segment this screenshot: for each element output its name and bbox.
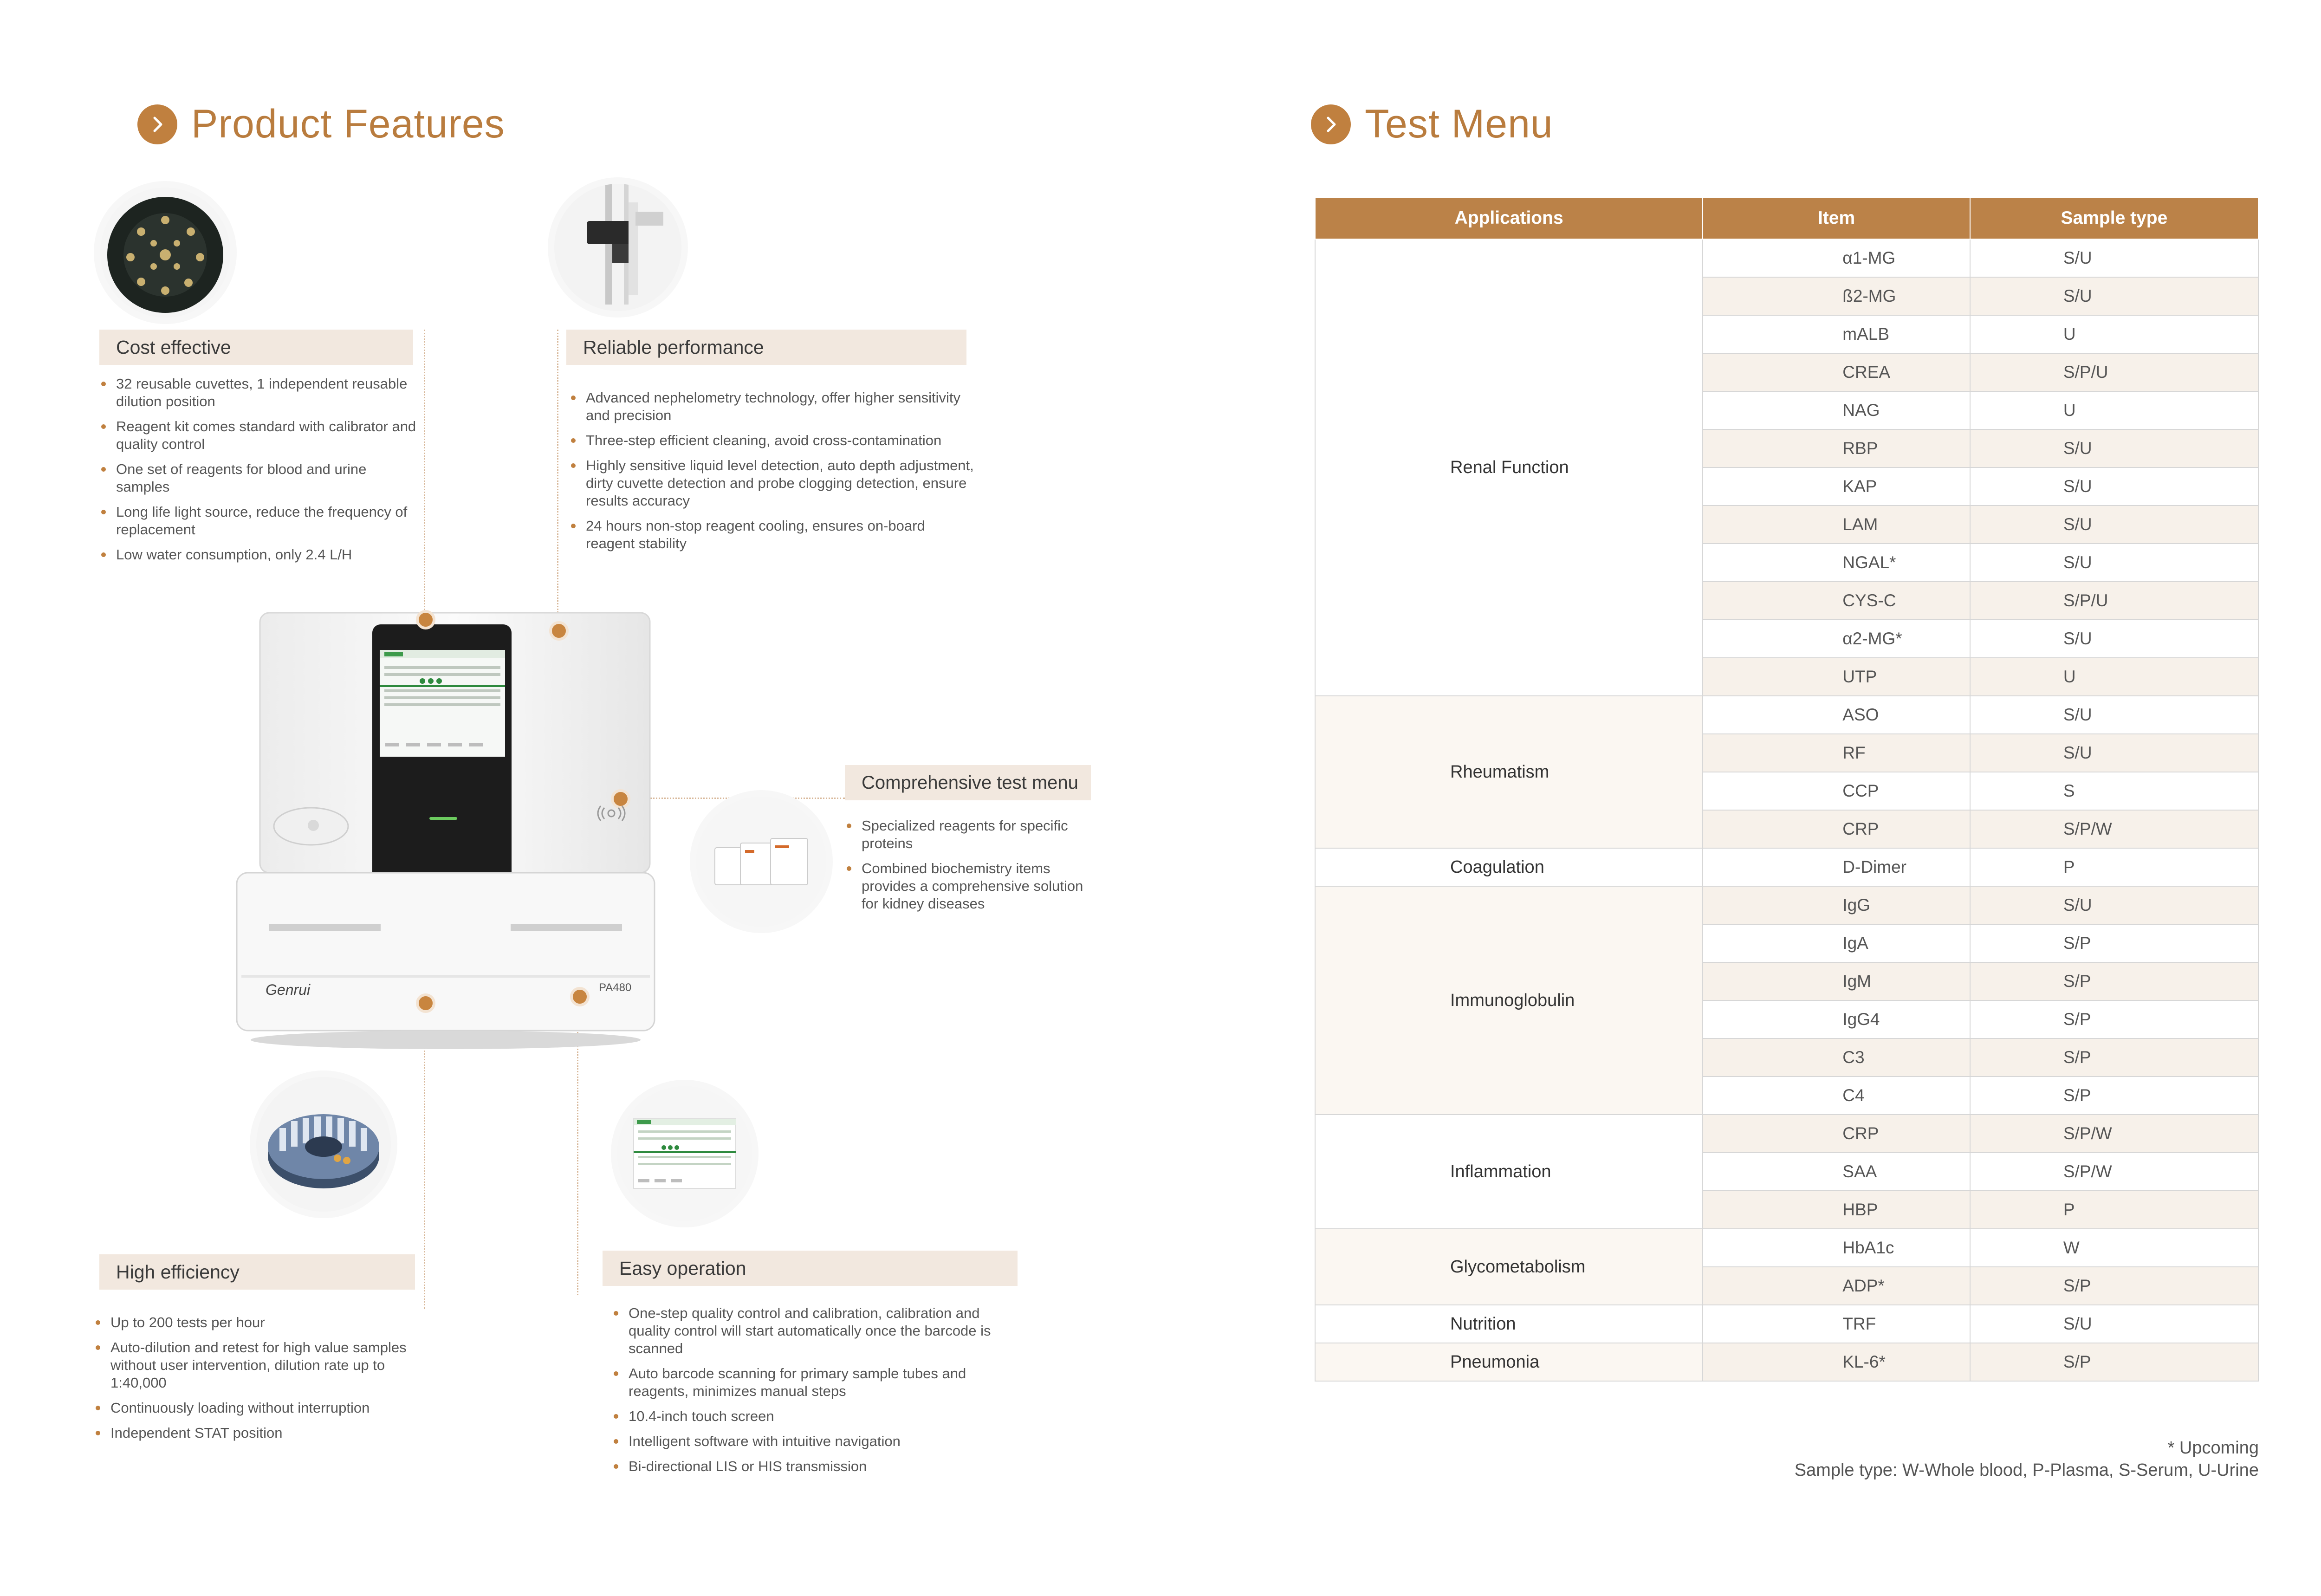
item-cell: CRP [1703,810,1970,848]
cost-effective-heading: Cost effective [99,330,413,365]
sample-rack-image [256,1077,391,1212]
table-row [1315,1115,2258,1153]
sample-type-cell: S/P/W [1970,1153,2258,1191]
item-cell: RF [1703,734,1970,772]
list-item: Intelligent software with intuitive navigation [612,1433,1020,1450]
application-cell: Immunoglobulin [1315,886,1703,1115]
table-row [1315,1305,2258,1343]
item-cell: ADP* [1703,1267,1970,1305]
list-item: 24 hours non-stop reagent cooling, ensures on-board reagent stability [569,517,978,552]
item-cell: IgG [1703,886,1970,924]
easy-operation-list [612,1304,1020,1483]
list-item: Combined biochemistry items provides a comprehensive solution for kidney diseases [845,860,1086,913]
table-row [1315,1343,2258,1381]
sample-type-cell: S [1970,772,2258,810]
list-item: Three-step efficient cleaning, avoid cross-contamination [569,432,978,449]
device-brand: Genrui [266,981,311,998]
high-efficiency-list [94,1314,419,1449]
comprehensive-menu-list [845,817,1086,920]
list-item: Advanced nephelometry technology, offer higher sensitivity and precision [569,389,978,424]
sample-type-cell: P [1970,1191,2258,1229]
table-row [1315,1229,2258,1267]
high-efficiency-heading: High efficiency [99,1254,415,1290]
item-cell: CREA [1703,353,1970,391]
list-item: Low water consumption, only 2.4 L/H [99,546,420,564]
item-cell: NGAL* [1703,544,1970,582]
list-item: Continuously loading without interruption [94,1399,419,1417]
column-header-item: Item [1703,197,1970,239]
connector-line [557,330,558,627]
sample-type-cell: S/P [1970,1343,2258,1381]
list-item: Bi-directional LIS or HIS transmission [612,1458,1020,1475]
upcoming-note: * Upcoming [2167,1438,2259,1458]
item-cell: CYS-C [1703,582,1970,620]
application-cell: Pneumonia [1315,1343,1703,1381]
sample-type-cell: S/U [1970,467,2258,506]
sample-type-cell: S/P [1970,1077,2258,1115]
item-cell: IgA [1703,924,1970,962]
sample-type-cell: S/U [1970,886,2258,924]
application-cell: Nutrition [1315,1305,1703,1343]
item-cell: HbA1c [1703,1229,1970,1267]
item-cell: mALB [1703,315,1970,353]
sample-type-cell: S/U [1970,1305,2258,1343]
sample-type-legend: Sample type: W-Whole blood, P-Plasma, S-Serum, U-Urine [1794,1460,2259,1480]
callout-dot [570,987,590,1006]
item-cell: IgM [1703,962,1970,1000]
application-cell: Inflammation [1315,1115,1703,1229]
sample-type-cell: U [1970,658,2258,696]
sample-type-cell: S/U [1970,734,2258,772]
sample-type-cell: S/U [1970,277,2258,315]
sample-type-cell: S/U [1970,506,2258,544]
reagent-kit-image [696,797,826,927]
item-cell: ß2-MG [1703,277,1970,315]
application-cell: Renal Function [1315,239,1703,696]
item-cell: TRF [1703,1305,1970,1343]
sample-type-cell: S/P [1970,1038,2258,1077]
sample-type-cell: S/P/W [1970,1115,2258,1153]
sample-type-cell: P [1970,848,2258,886]
probe-image [554,184,681,311]
list-item: One set of reagents for blood and urine samples [99,461,420,496]
list-item: One-step quality control and calibration, calibration and quality control will start automatically once the barcode is scanned [612,1304,1020,1357]
sample-type-cell: S/P [1970,962,2258,1000]
sample-type-cell: S/P/W [1970,810,2258,848]
sample-type-cell: S/P [1970,1267,2258,1305]
sample-type-cell: S/U [1970,239,2258,277]
test-menu-title: Test Menu [1311,101,1553,147]
cuvette-wheel-image [100,188,230,318]
sample-type-cell: S/P/U [1970,582,2258,620]
chevron-right-icon [1311,104,1351,144]
item-cell: C3 [1703,1038,1970,1077]
column-header-sample-type: Sample type [1970,197,2258,239]
device-model: PA480 [599,981,632,994]
list-item: Auto barcode scanning for primary sample tubes and reagents, minimizes manual steps [612,1365,1020,1400]
easy-operation-heading: Easy operation [603,1251,1018,1286]
software-screen-image [617,1086,752,1221]
item-cell: SAA [1703,1153,1970,1191]
list-item: Reagent kit comes standard with calibrator and quality control [99,418,420,453]
item-cell: CRP [1703,1115,1970,1153]
sample-type-cell: S/P [1970,924,2258,962]
item-cell: D-Dimer [1703,848,1970,886]
item-cell: IgG4 [1703,1000,1970,1038]
list-item: Independent STAT position [94,1424,419,1442]
sample-type-cell: U [1970,315,2258,353]
sample-type-cell: S/P/U [1970,353,2258,391]
list-item: Specialized reagents for specific proteins [845,817,1086,852]
sample-type-cell: S/U [1970,696,2258,734]
item-cell: RBP [1703,429,1970,467]
callout-dot [416,993,435,1013]
list-item: Auto-dilution and retest for high value samples without user intervention, dilution rate up to 1:40,000 [94,1339,419,1392]
rfid-icon [595,804,628,823]
table-row [1315,886,2258,924]
list-item: Long life light source, reduce the frequency of replacement [99,503,420,538]
comprehensive-menu-heading: Comprehensive test menu [845,765,1091,800]
item-cell: HBP [1703,1191,1970,1229]
table-header-row [1315,197,2258,239]
table-row [1315,696,2258,734]
list-item: 10.4-inch touch screen [612,1408,1020,1425]
item-cell: KL-6* [1703,1343,1970,1381]
callout-dot [416,610,435,629]
item-cell: CCP [1703,772,1970,810]
item-cell: ASO [1703,696,1970,734]
item-cell: NAG [1703,391,1970,429]
application-cell: Rheumatism [1315,696,1703,848]
list-item: 32 reusable cuvettes, 1 independent reusable dilution position [99,375,420,410]
sample-type-cell: S/P [1970,1000,2258,1038]
column-header-applications: Applications [1315,197,1703,239]
product-features-title: Product Features [137,101,505,147]
item-cell: KAP [1703,467,1970,506]
reliable-performance-list [569,389,978,560]
sample-type-cell: U [1970,391,2258,429]
item-cell: UTP [1703,658,1970,696]
item-cell: C4 [1703,1077,1970,1115]
list-item: Highly sensitive liquid level detection, auto depth adjustment, dirty cuvette detection and probe clogging detection, ensure results accuracy [569,457,978,510]
connector-line [424,330,425,613]
sample-type-cell: W [1970,1229,2258,1267]
application-cell: Coagulation [1315,848,1703,886]
item-cell: α1-MG [1703,239,1970,277]
application-cell: Glycometabolism [1315,1229,1703,1305]
sample-type-cell: S/U [1970,429,2258,467]
item-cell: α2-MG* [1703,620,1970,658]
chevron-right-icon [137,104,177,144]
table-row [1315,848,2258,886]
test-menu-table [1315,197,2259,1382]
list-item: Up to 200 tests per hour [94,1314,419,1331]
reliable-performance-heading: Reliable performance [566,330,966,365]
table-row [1315,239,2258,277]
callout-dot [549,621,569,641]
sample-type-cell: S/U [1970,620,2258,658]
sample-type-cell: S/U [1970,544,2258,582]
cost-effective-list [99,375,420,571]
item-cell: LAM [1703,506,1970,544]
